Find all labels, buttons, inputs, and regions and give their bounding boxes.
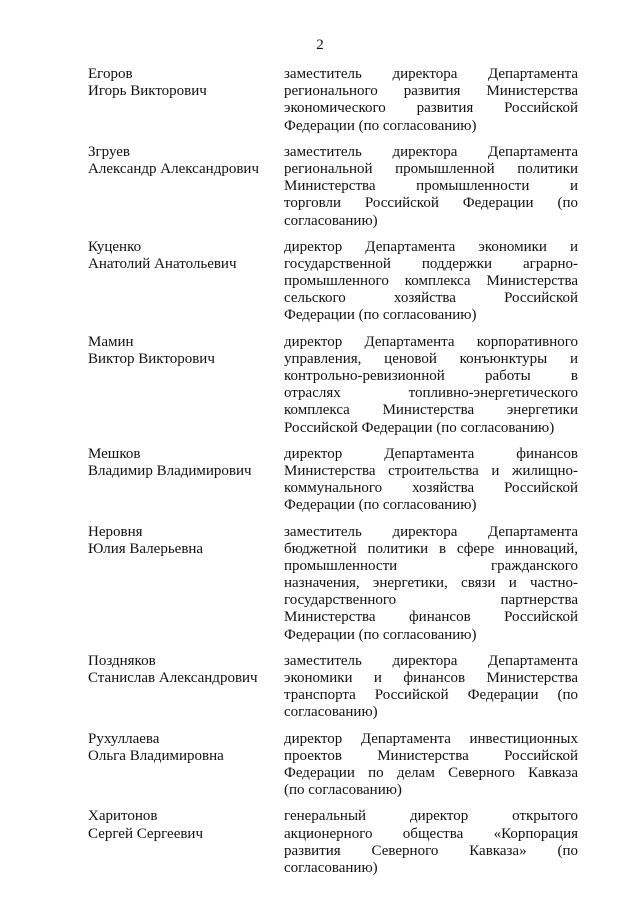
member-position	[284, 653, 578, 722]
member-given-names: Юлия Валерьевна	[88, 540, 204, 557]
position-line: Федерации (по согласованию)	[284, 117, 477, 134]
position-line: сельского хозяйства Российской	[284, 290, 578, 307]
position-line: комплекса Министерства энергетики	[284, 402, 578, 419]
member-given-names: Игорь Викторович	[88, 83, 207, 100]
position-line: экономики и финансов Министерства	[284, 670, 578, 686]
position-line: проектов Министерства Российской	[284, 747, 578, 764]
member-name	[88, 524, 284, 644]
member-position	[284, 731, 578, 800]
member-position	[284, 239, 578, 325]
member-surname: Згруев	[88, 143, 131, 160]
member-given-names: Анатолий Анатольевич	[88, 255, 237, 272]
member-name	[88, 66, 284, 135]
position-line: экономического развития Российской	[284, 100, 578, 117]
position-line: отраслях топливно-энергетического	[284, 385, 578, 402]
position-line: заместитель директора Департамента	[284, 523, 578, 540]
position-line: Министерства промышленности и	[284, 178, 578, 195]
member-surname: Рухуллаева	[88, 730, 160, 747]
member-position	[284, 524, 578, 644]
page-number: 2	[316, 37, 324, 53]
position-line: директор Департамента финансов	[284, 445, 578, 462]
position-line: директор Департамента инвестиционных	[284, 730, 578, 747]
position-line: Федерации (по согласованию)	[284, 626, 477, 643]
position-line: акционерного общества «Корпорация	[284, 825, 578, 842]
member-name	[88, 334, 284, 437]
member-name	[88, 446, 284, 515]
member-given-names: Станислав Александрович	[88, 670, 258, 687]
position-line: промышленности гражданского	[284, 557, 578, 574]
position-line: государственного партнерства	[284, 592, 578, 609]
position-line: Министерства строительства и жилищно-	[284, 462, 578, 479]
position-line: генеральный директор открытого	[284, 808, 578, 825]
position-line: Федерации по делам Северного Кавказа	[284, 764, 578, 781]
position-line: Российской Федерации (по согласованию)	[284, 419, 555, 436]
member-position	[284, 144, 578, 230]
member-position	[284, 446, 578, 515]
member-surname: Мешков	[88, 445, 141, 462]
member-position	[284, 808, 578, 877]
position-line: заместитель директора Департамента	[284, 66, 578, 82]
member-entry	[88, 66, 578, 135]
position-line: директор Департамента корпоративного	[284, 333, 578, 350]
position-line: директор Департамента экономики и	[284, 238, 578, 255]
member-given-names: Ольга Владимировна	[88, 747, 224, 764]
position-line: регионального развития Министерства	[284, 83, 578, 100]
member-given-names: Виктор Викторович	[88, 350, 215, 367]
member-position	[284, 334, 578, 437]
member-entry	[88, 524, 578, 644]
position-line: региональной промышленной политики	[284, 160, 578, 177]
member-surname: Поздняков	[88, 652, 156, 669]
member-entry	[88, 808, 578, 877]
position-line: Федерации (по согласованию)	[284, 497, 477, 514]
position-line: (по согласованию)	[284, 782, 402, 799]
position-line: бюджетной политики в сфере инноваций,	[284, 540, 578, 557]
member-given-names: Владимир Владимирович	[88, 462, 252, 479]
position-line: управления, ценовой конъюнктуры и	[284, 350, 578, 367]
position-line: государственной поддержки аграрно-	[284, 255, 578, 272]
member-name	[88, 731, 284, 800]
position-line: заместитель директора Департамента	[284, 652, 578, 669]
position-line: транспорта Российской Федерации (по	[284, 687, 578, 704]
member-position	[284, 66, 578, 135]
member-list	[88, 66, 578, 886]
member-entry	[88, 239, 578, 325]
position-line: развития Северного Кавказа» (по	[284, 842, 578, 859]
member-given-names: Александр Александрович	[88, 160, 259, 177]
member-entry	[88, 731, 578, 800]
position-line: промышленного комплекса Министерства	[284, 273, 578, 290]
member-surname: Куценко	[88, 238, 142, 255]
member-entry	[88, 334, 578, 437]
position-line: согласованию)	[284, 704, 378, 721]
position-line: контрольно-ревизионной работы в	[284, 368, 578, 384]
position-line: коммунального хозяйства Российской	[284, 480, 578, 497]
member-name	[88, 144, 284, 230]
position-line: согласованию)	[284, 859, 378, 876]
member-name	[88, 239, 284, 325]
member-surname: Неровня	[88, 523, 143, 540]
member-surname: Егоров	[88, 66, 133, 82]
member-surname: Мамин	[88, 333, 134, 350]
member-surname: Харитонов	[88, 808, 158, 825]
position-line: Федерации (по согласованию)	[284, 307, 477, 324]
position-line: заместитель директора Департамента	[284, 143, 578, 160]
member-entry	[88, 653, 578, 722]
member-entry	[88, 446, 578, 515]
member-name	[88, 653, 284, 722]
member-entry	[88, 144, 578, 230]
position-line: согласованию)	[284, 212, 378, 229]
member-given-names: Сергей Сергеевич	[88, 825, 204, 842]
position-line: Министерства финансов Российской	[284, 609, 578, 626]
position-line: торговли Российской Федерации (по	[284, 195, 578, 212]
position-line: назначения, энергетики, связи и частно-	[284, 575, 578, 592]
member-name	[88, 808, 284, 877]
